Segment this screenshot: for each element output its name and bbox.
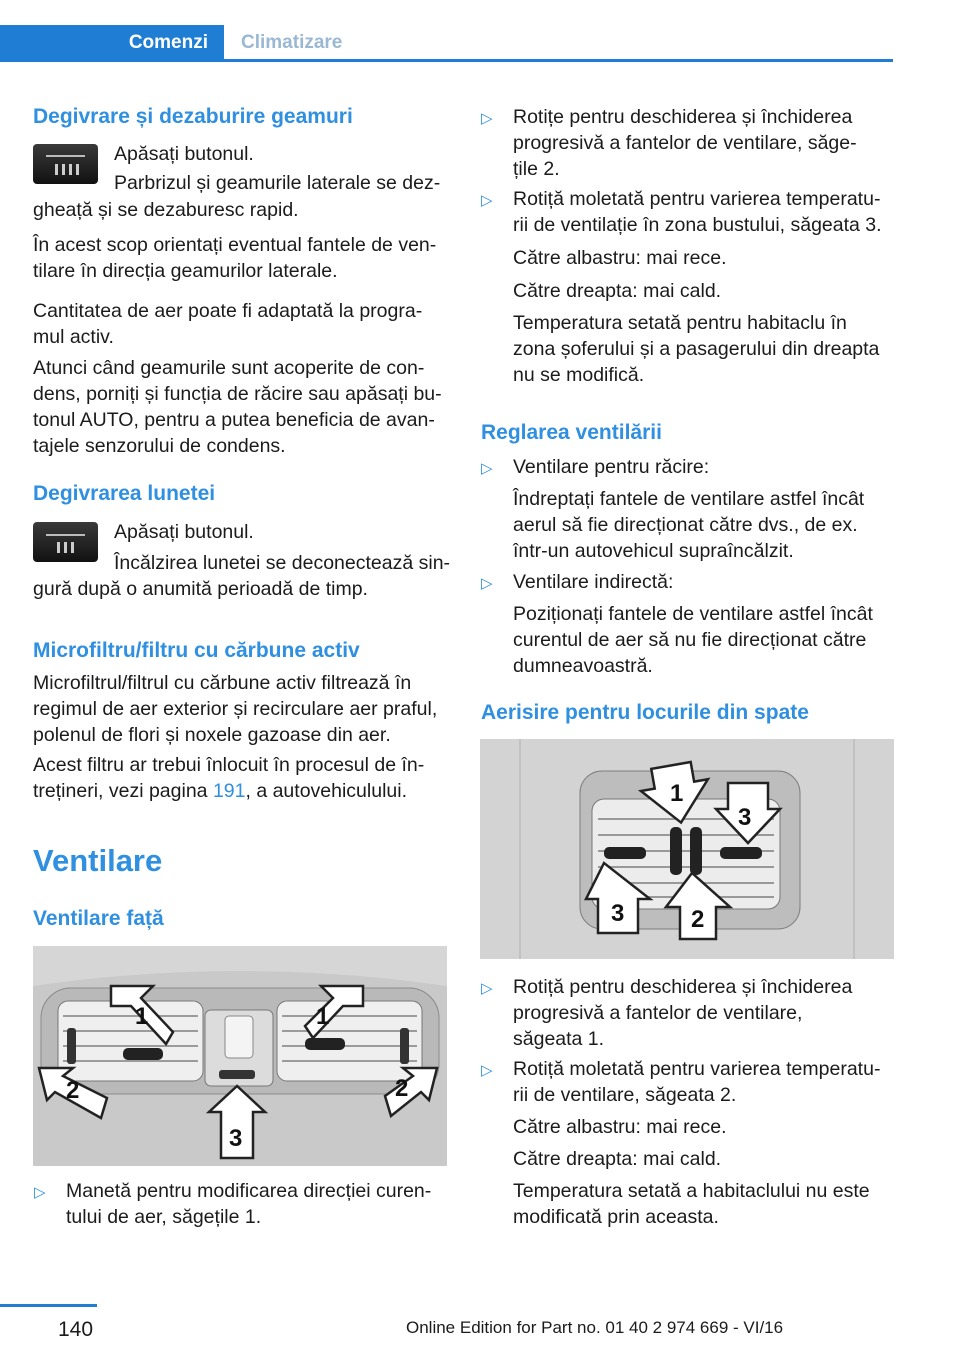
rear-window-defrost-icon xyxy=(33,522,98,562)
text-filter-3: polenul de flori și noxele gazoase din aer. xyxy=(33,724,391,746)
page-link-191[interactable]: 191 xyxy=(212,780,246,802)
header-bar xyxy=(0,25,893,61)
text-r-b1-1: Rotițe pentru deschiderea și închiderea xyxy=(513,106,853,128)
heading-reglarea-ventilarii: Reglarea ventilării xyxy=(481,421,662,444)
footer-rule xyxy=(0,1304,97,1307)
text-r-b2-3: Către albastru: mai rece. xyxy=(513,247,727,269)
text-r-b2-4: Către dreapta: mai cald. xyxy=(513,280,722,302)
text-condens-4: tajele senzorului de condens. xyxy=(33,435,286,457)
front-fig-label-2b: 2 xyxy=(395,1075,409,1102)
heading-ventilare-fata: Ventilare față xyxy=(33,907,164,930)
bullet-icon: ▷ xyxy=(481,460,493,477)
text-r-b4-3: curentul de aer să nu fie direcționat către xyxy=(513,629,867,651)
text-r-b3-4: într-un autovehicul supraîncălzit. xyxy=(513,540,794,562)
text-press-button-1: Apăsați butonul. xyxy=(114,143,254,165)
text-lever-2: tului de aer, săgețile 1. xyxy=(66,1206,262,1228)
edition-text: Online Edition for Part no. 01 40 2 974 669 - VI/16 xyxy=(406,1318,784,1337)
header-rule xyxy=(0,59,893,62)
text-condens-1: Atunci când geamurile sunt acoperite de con‐ xyxy=(33,357,425,379)
text-filter-5-post: , a autovehiculului. xyxy=(245,780,408,802)
text-condens-2: dens, porniți și funcția de răcire sau apăsați bu‐ xyxy=(33,383,442,405)
text-qty-1: Cantitatea de aer poate fi adaptată la progra‐ xyxy=(33,300,423,322)
text-filter-2: regimul de aer exterior și recirculare aer praful, xyxy=(33,698,438,720)
text-filter-4: Acest filtru ar trebui înlocuit în procesul de în‐ xyxy=(33,754,425,776)
text-r-b5-1: Rotiță pentru deschiderea și închiderea xyxy=(513,976,853,998)
text-orient-2: tilare în direcția geamurilor laterale. xyxy=(33,260,338,282)
bullet-icon: ▷ xyxy=(481,575,493,592)
windshield-defrost-icon xyxy=(33,144,98,184)
text-r-b4-2: Poziționați fantele de ventilare astfel încât xyxy=(513,603,873,625)
text-orient-1: În acest scop orientați eventual fantele de ven‐ xyxy=(33,234,437,256)
tab-climatizare[interactable]: Climatizare xyxy=(241,32,343,53)
text-lever-1: Manetă pentru modificarea direcției curen‐ xyxy=(66,1180,432,1202)
heading-ventilare: Ventilare xyxy=(33,843,163,878)
text-filter-5-pre: trețineri, vezi pagina xyxy=(33,780,213,802)
rear-fig-label-2: 2 xyxy=(691,906,705,933)
text-condens-3: tonul AUTO, pentru a putea beneficia de avan‐ xyxy=(33,409,435,431)
bullet-icon: ▷ xyxy=(481,1062,493,1079)
text-r-b2-2: rii de ventilație în zona bustului, săgeata 3. xyxy=(513,214,882,236)
text-r-b6-6: modificată prin aceasta. xyxy=(513,1206,719,1228)
text-r-b2-1: Rotiță moletată pentru varierea temperatu‐ xyxy=(513,188,881,210)
text-r-b1-3: țile 2. xyxy=(513,158,560,180)
rear-fig-label-1: 1 xyxy=(670,780,684,807)
front-vent-illustration xyxy=(33,946,447,1166)
text-lunet-2: gură după o anumită perioadă de timp. xyxy=(33,578,368,600)
front-vent-figure xyxy=(33,946,447,1166)
text-r-b6-4: Către dreapta: mai cald. xyxy=(513,1148,722,1170)
front-fig-label-3: 3 xyxy=(229,1125,243,1152)
rear-vent-illustration xyxy=(480,739,894,959)
rear-fig-label-3a: 3 xyxy=(738,804,752,831)
tab-comenzi[interactable]: Comenzi xyxy=(0,25,224,61)
text-filter-5 xyxy=(33,778,407,804)
bullet-icon: ▷ xyxy=(34,1184,46,1201)
text-r-b6-1: Rotiță moletată pentru varierea temperatu‐ xyxy=(513,1058,881,1080)
bullet-icon: ▷ xyxy=(481,980,493,997)
front-fig-label-1a: 1 xyxy=(135,1003,149,1030)
heading-microfiltru: Microfiltru/filtru cu cărbune activ xyxy=(33,639,360,662)
text-r-b5-3: săgeata 1. xyxy=(513,1028,605,1050)
rear-vent-figure xyxy=(480,739,894,959)
text-r-b6-5: Temperatura setată a habitaclului nu este xyxy=(513,1180,870,1202)
bullet-icon: ▷ xyxy=(481,110,493,127)
text-r-b6-2: rii de ventilare, săgeata 2. xyxy=(513,1084,737,1106)
text-r-b6-3: Către albastru: mai rece. xyxy=(513,1116,727,1138)
text-r-b4-4: dumneavoastră. xyxy=(513,655,653,677)
text-r-b1-2: progresivă a fantelor de ventilare, săge‐ xyxy=(513,132,857,154)
front-fig-label-2a: 2 xyxy=(66,1077,80,1104)
text-defrost-2: gheață și se dezaburesc rapid. xyxy=(33,199,299,221)
rear-fig-label-3b: 3 xyxy=(611,900,625,927)
text-r-b4-1: Ventilare indirectă: xyxy=(513,571,674,593)
text-r-b5-2: progresivă a fantelor de ventilare, xyxy=(513,1002,803,1024)
heading-degivrare: Degivrare și dezaburire geamuri xyxy=(33,105,353,128)
heading-aerisire-spate: Aerisire pentru locurile din spate xyxy=(481,701,809,724)
page-number: 140 xyxy=(58,1318,94,1341)
text-lunet-1: Încălzirea lunetei se deconectează sin‐ xyxy=(114,552,451,574)
text-qty-2: mul activ. xyxy=(33,326,114,348)
bullet-icon: ▷ xyxy=(481,192,493,209)
text-r-b3-2: Îndreptați fantele de ventilare astfel încât xyxy=(513,488,865,510)
heading-luneta: Degivrarea lunetei xyxy=(33,482,216,505)
text-r-b2-6: zona șoferului și a pasagerului din dreapta xyxy=(513,338,880,360)
text-r-b2-5: Temperatura setată pentru habitaclu în xyxy=(513,312,847,334)
text-r-b3-3: aerul să fie direcționat către dvs., de ex. xyxy=(513,514,858,536)
text-r-b3-1: Ventilare pentru răcire: xyxy=(513,456,710,478)
front-fig-label-1b: 1 xyxy=(316,1003,330,1030)
text-defrost-1: Parbrizul și geamurile laterale se dez‐ xyxy=(114,172,441,194)
text-filter-1: Microfiltrul/filtrul cu cărbune activ filtrează în xyxy=(33,672,412,694)
text-r-b2-7: nu se modifică. xyxy=(513,364,645,386)
text-press-button-2: Apăsați butonul. xyxy=(114,521,254,543)
